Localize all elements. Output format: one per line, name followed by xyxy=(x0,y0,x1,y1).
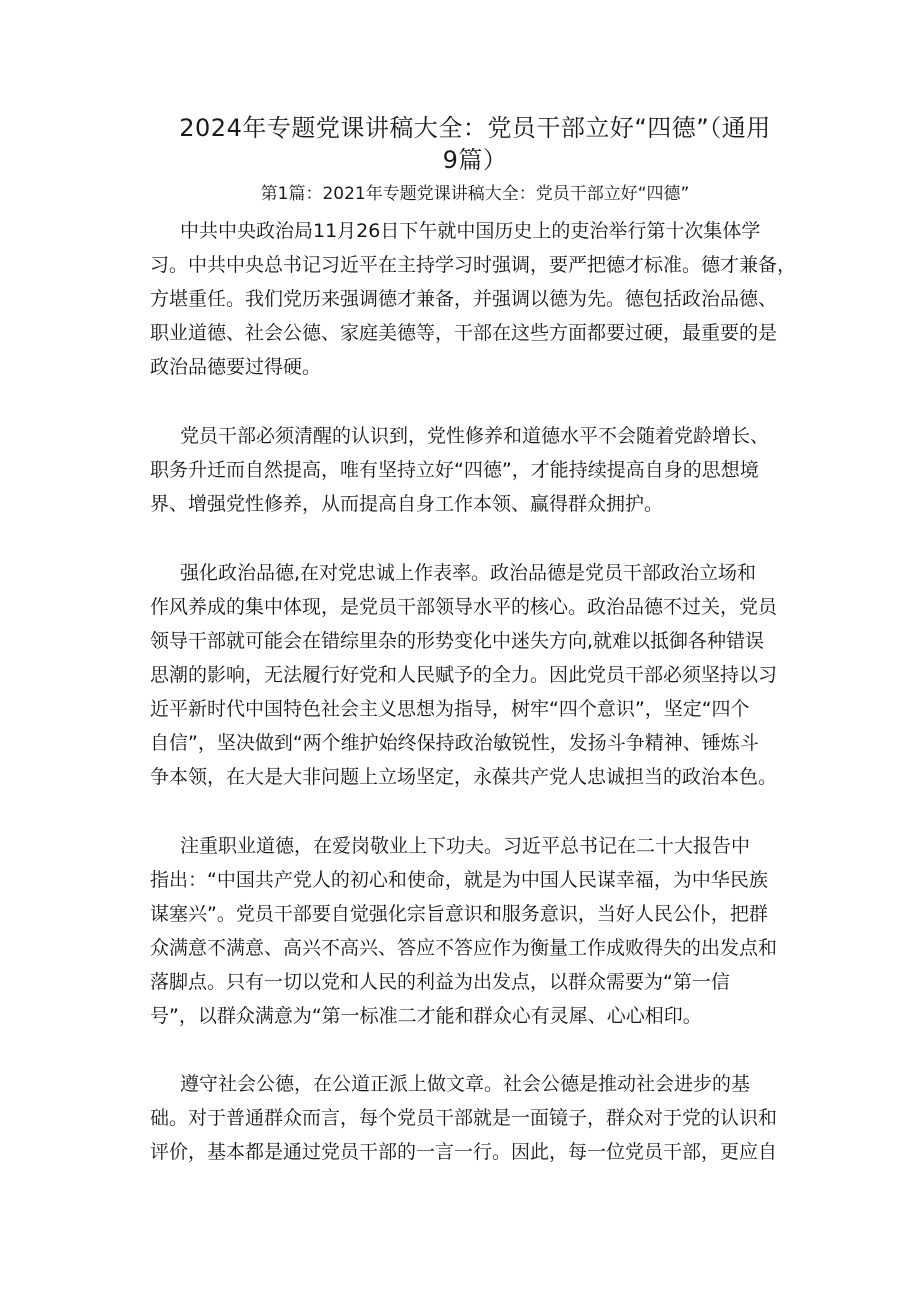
paragraph-line: 众满意不满意、高兴不高兴、答应不答应作为衡量工作成败得失的出发点和 xyxy=(150,937,778,959)
paragraph-line: 方堪重任。我们党历来强调德才兼备，并强调以德为先。德包括政治品德、 xyxy=(150,288,778,310)
paragraph-1 xyxy=(150,214,800,384)
paragraph-line: 自信”，坚决做到“两个维护始终保持政治敏锐性，发扬斗争精神、锤炼斗 xyxy=(150,732,759,754)
paragraph-line: 近平新时代中国特色社会主义思想为指导，树牢“四个意识”，坚定“四个 xyxy=(150,698,750,720)
paragraph-2 xyxy=(150,419,800,521)
paragraph-line: 落脚点。只有一切以党和人民的利益为出发点，以群众需要为“第一信 xyxy=(150,971,730,993)
paragraph-line: 政治品德要过得硬。 xyxy=(150,356,322,378)
paragraph-line: 职业道德、社会公德、家庭美德等，干部在这些方面都要过硬，最重要的是 xyxy=(150,322,778,344)
paragraph-line: 强化政治品德,在对党忠诚上作表率。政治品德是党员干部政治立场和 xyxy=(180,562,757,584)
paragraph-line: 领导干部就可能会在错综里杂的形势变化中迷失方向,就难以抵御各种错误 xyxy=(150,630,765,652)
paragraph-line: 评价，基本都是通过党员干部的一言一行。因此，每一位党员干部，更应自 xyxy=(150,1141,778,1163)
paragraph-line: 党员干部必须清醒的认识到，党性修养和道德水平不会随着党龄增长、 xyxy=(180,425,770,447)
paragraph-line: 界、增强党性修养，从而提高自身工作本领、赢得群众拥护。 xyxy=(150,493,664,515)
document-subtitle: 第1篇：2021年专题党课讲稿大全：党员干部立好“四德” xyxy=(260,184,690,204)
paragraph-5 xyxy=(150,1067,800,1169)
paragraph-line: 中共中央政治局11月26日下午就中国历史上的吏治举行第十次集体学 xyxy=(180,220,761,242)
paragraph-4 xyxy=(150,829,800,1033)
paragraph-line: 指出：“中国共产党人的初心和使命，就是为中国人民谋幸福，为中华民族 xyxy=(150,869,768,891)
paragraph-line: 思潮的影响，无法履行好党和人民赋予的全力。因此党员干部必须坚持以习 xyxy=(150,664,778,686)
document-title-line-1: 2024年专题党课讲稿大全：党员干部立好“四德”（通用 xyxy=(179,114,771,142)
paragraph-line: 习。中共中央总书记习近平在主持学习时强调，要严把德才标准。德才兼备， xyxy=(150,254,797,276)
paragraph-line: 谋塞兴”。党员干部要自觉强化宗旨意识和服务意识，当好人民公仆，把群 xyxy=(150,903,768,925)
paragraph-3 xyxy=(150,556,800,794)
paragraph-line: 号”，以群众满意为“第一标准二才能和群众心有灵犀、心心相印。 xyxy=(150,1005,702,1027)
document-title-line-2: 9篇） xyxy=(442,146,508,174)
paragraph-line: 职务升迁而自然提高，唯有坚持立好“四德”，才能持续提高自身的思想境 xyxy=(150,459,759,481)
paragraph-line: 遵守社会公德，在公道正派上做文章。社会公德是推动社会进步的基 xyxy=(180,1073,751,1095)
paragraph-line: 础。对于普通群众而言，每个党员干部就是一面镜子，群众对于党的认识和 xyxy=(150,1107,778,1129)
paragraph-line: 作风养成的集中体现，是党员干部领导水平的核心。政治品德不过关，党员 xyxy=(150,596,778,618)
paragraph-line: 注重职业道德，在爱岗敬业上下功夫。习近平总书记在二十大报告中 xyxy=(180,835,751,857)
paragraph-line: 争本领，在大是大非问题上立场坚定，永葆共产党人忠诚担当的政治本色。 xyxy=(150,766,778,788)
